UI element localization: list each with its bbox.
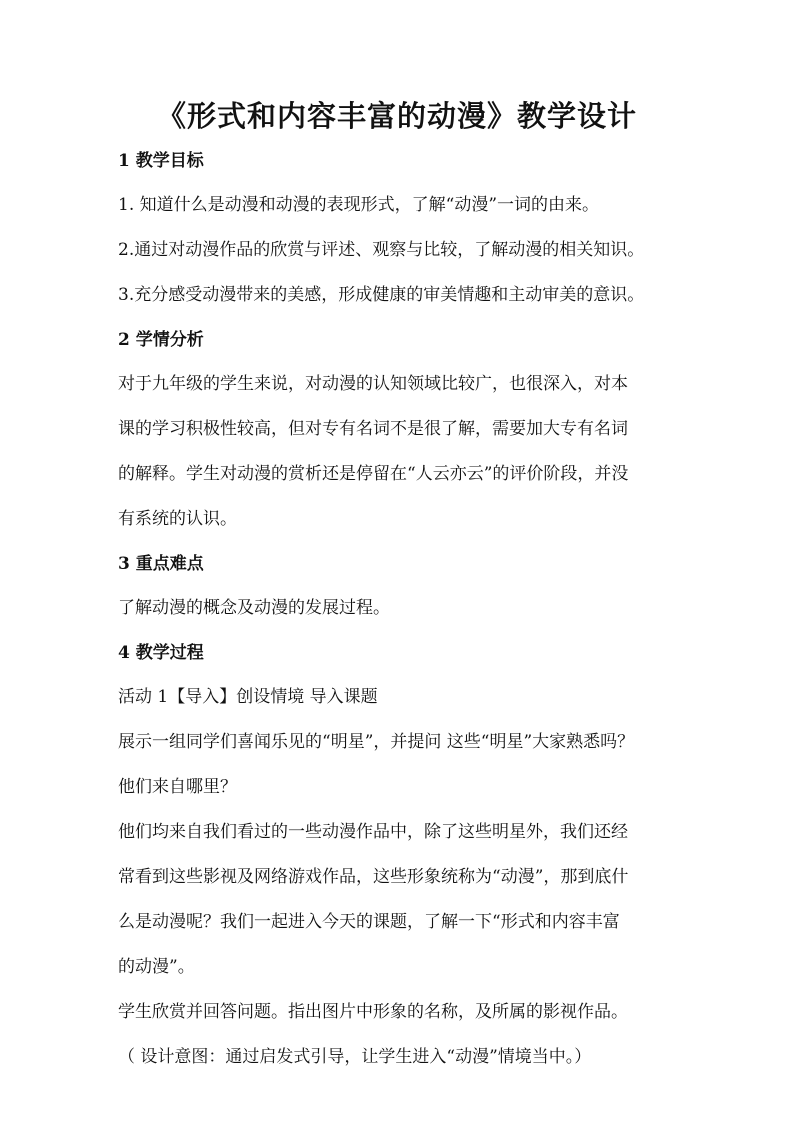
process-line: 他们均来自我们看过的一些动漫作品中，除了这些明星外，我们还经 [118,822,628,842]
document-title: 《形式和内容丰富的动漫》教学设计 [156,99,637,133]
process-line: 常看到这些影视及网络游戏作品，这些形象统称为“动漫”，那到底什 [118,867,629,887]
process-line: 他们来自哪里？ [118,777,237,797]
process-line: （ 设计意图：通过启发式引导，让学生进入“动漫”情境当中。） [118,1047,592,1067]
process-line: 的动漫”。 [118,957,195,977]
process-line: 活动 1【导入】创设情境 导入课题 [118,687,378,707]
analysis-line: 的解释。学生对动漫的赏析还是停留在“人云亦云”的评价阶段，并没 [118,464,629,484]
analysis-line: 有系统的认识。 [118,509,237,529]
section-heading-process: 4 教学过程 [118,643,204,663]
section-heading-key-points: 3 重点难点 [118,554,204,574]
objective-line: 2.通过对动漫作品的欣赏与评述、观察与比较，了解动漫的相关知识。 [118,240,645,260]
document-body [118,146,678,1087]
process-line: 么是动漫呢？我们一起进入今天的课题，了解一下“形式和内容丰富 [118,912,620,932]
section-heading-objectives: 1 教学目标 [118,151,204,171]
process-line: 展示一组同学们喜闻乐见的“明星”，并提问 这些“明星”大家熟悉吗？ [118,732,635,752]
section-heading-analysis: 2 学情分析 [118,330,204,350]
objective-line: 1. 知道什么是动漫和动漫的表现形式，了解“动漫”一词的由来。 [118,195,600,215]
analysis-line: 对于九年级的学生来说，对动漫的认知领域比较广，也很深入，对本 [118,374,628,394]
analysis-line: 课的学习积极性较高，但对专有名词不是很了解，需要加大专有名词 [118,419,628,439]
process-line: 学生欣赏并回答问题。指出图片中形象的名称，及所属的影视作品。 [118,1002,628,1022]
objective-line: 3.充分感受动漫带来的美感，形成健康的审美情趣和主动审美的意识。 [118,285,645,305]
key-points-line: 了解动漫的概念及动漫的发展过程。 [118,598,390,618]
